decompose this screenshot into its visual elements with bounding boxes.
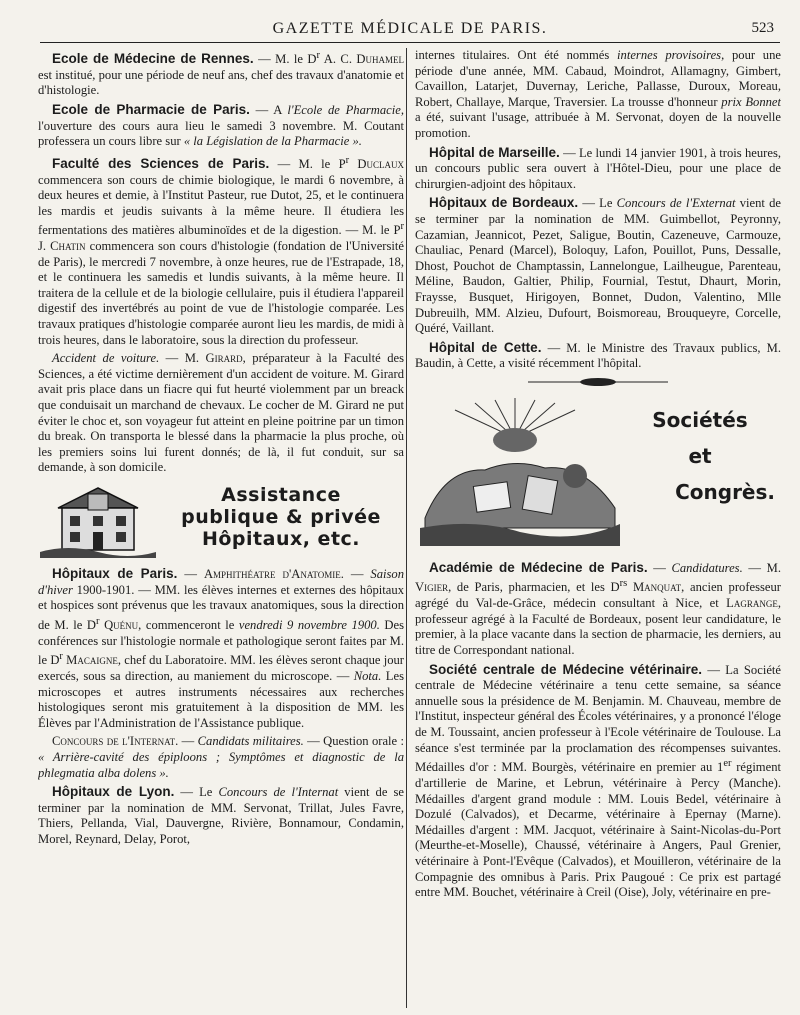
article-text: vendredi 9 novembre 1900. xyxy=(238,617,380,632)
article-text: l'Ecole de Pharmacie, xyxy=(287,102,404,117)
article-heading: Concours de l'Internat. xyxy=(52,734,179,749)
superscript: r xyxy=(400,221,404,233)
person-name: Lagrange xyxy=(726,596,778,611)
banner-line: Sociétés xyxy=(652,407,748,432)
article-text: prix Bonnet xyxy=(721,94,781,109)
page-header xyxy=(40,18,780,42)
article-text: — M. le D xyxy=(253,52,317,67)
article-heading: Hôpitaux de Bordeaux. xyxy=(429,195,579,211)
article-heading: Ecole de Médecine de Rennes. xyxy=(52,51,254,67)
article-text: Les microscopes et autres instruments nécessaires aux recherches histologiques seront mis gratuitement à la disposition de MM. les Élèves par l'Administration de l'Assistance publique. xyxy=(38,668,404,730)
person-name: Chatin xyxy=(50,239,86,254)
article-text: Candidats militaires. xyxy=(197,734,304,749)
article-text: J. xyxy=(38,239,51,254)
article-text: internes provisoires, xyxy=(617,48,725,62)
article-text: — xyxy=(343,567,371,581)
article-text: A. C. xyxy=(320,52,357,67)
article-text: Nota. xyxy=(353,668,382,683)
article-text: — M. xyxy=(742,560,781,575)
person-name: Duhamel xyxy=(356,52,404,67)
article-text: a été, suivant l'usage, attribuée à M. Servonat, doyen de la nouvelle promotion. xyxy=(415,110,781,140)
article-text: Saison d'hiver xyxy=(38,567,404,597)
column-divider xyxy=(406,48,407,1008)
article-text: commencera son cours d'histologie (fondation de l'Université de Paris), le mercredi 7 novembre, à onze heures, rue de l'Estrapade, 18, et le continuera les samedis et lundis suivants, à la même heure. Il traitera de la cellule et de la biologie cellulaire, puis il étudiera l'appareil digestif des invertébrés au point de vue de l'histologie comparée. Les travaux pratiques d'histologie comparée auront lieu les mardis, de midi à trois heures, dans le laboratoire, sous la direction du professeur. xyxy=(38,239,404,347)
article-text: l'ouverture des cours aura lieu le samedi 3 novembre. M. Coutant professera un cours libre sur xyxy=(38,118,404,149)
article-text: internes titulaires. Ont été nommés xyxy=(415,48,618,62)
left-column xyxy=(38,48,404,1010)
article-cette xyxy=(415,340,781,372)
article-heading: Ecole de Pharmacie de Paris. xyxy=(52,101,250,117)
article-text: — xyxy=(178,734,198,749)
article-text: vient de se terminer par la nomination de MM. Guimbellot, Peyronny, Cazamian, Jeannicot, Pezet, Saligue, Boutin, Cazeneuve, Carmouze, Chauliac, Penard (Marcel), Boloquy, Lafon, Pouillot, Puns, Dessalle, Dhost, Pouchot de Champtassin, Lannelongue, Lailheugue, Parenteau, Méline, Baudon, Galtier, Philip, Fournial, Testut, Dhaurt, Morin, Fraysse, Busquet, Hirigoyen, Bonnet, Dudon, Valentino, Mlle Dubreuilh, MM. Alzieu, Dufourt, Boismoreau, Brouqueyre, Corcelle, Quéré, Vaillant. xyxy=(415,196,781,336)
article-heading: Société centrale de Médecine vétérinaire. xyxy=(429,661,702,677)
article-text: Candidatures. xyxy=(671,560,743,575)
page-number: 523 xyxy=(751,20,774,36)
article-text: vient de se terminer par la nomination de MM. Servonat, Trillat, Jules Favre, Thiers, Pellanda, Vial, Dauvergne, Rivière, Bonnamour, Condamin, Morel, Reynard, Delay, Porot, xyxy=(38,785,404,846)
article-text: , chef du Laboratoire. MM. les élèves seront chaque jour exercés, sous sa direction, au maniement du microscope. — xyxy=(38,653,404,683)
article-text: , ancien professeur agrégé du Val-de-Grâce, médecin consultant à Nice, et xyxy=(415,580,781,611)
article-text: , préparateur à la Faculté des Sciences, a été victime dernièrement d'un accident de voiture. M. Girard avait pris place dans un fiacre qui fut heurté violemment par un breack que conduisait un marchand de chevaux. Le cocher de M. Girard ne put éviter le choc et, son voyageur fut atteint en pleine poitrine par un timon du break. On transporta le blessé dans la pharmacie la plus proche, où les premiers soins lui furent donnés; de là, il fut conduit, sur sa demande, à son domicile. xyxy=(38,351,404,475)
engraving-illustration-icon xyxy=(415,398,625,548)
person-name: Quénu xyxy=(99,617,139,632)
article-accident xyxy=(38,351,404,476)
article-text: pour une période d'une année, MM. Cabaud, Moindrot, Allamagny, Gimbert, Cavaillon, Latarjet, Duvernay, Leriche, Pallasse, Duroux, Moreau, Robert, Challaye, Marque, Traversier. La trousse d'honneur xyxy=(415,48,781,109)
article-text: — M. le P xyxy=(269,156,346,171)
article-heading: Académie de Médecine de Paris. xyxy=(429,559,648,575)
article-text: — Le xyxy=(578,196,617,211)
assistance-banner-title xyxy=(158,484,404,550)
article-text: — Le xyxy=(174,785,219,800)
article-text: Des conférences sur l'histologie normale et pathologique seront faites par M. le D xyxy=(38,617,404,668)
article-lyon-continued xyxy=(415,48,781,142)
societes-banner-title xyxy=(625,398,775,510)
article-text: , commenceront le xyxy=(138,617,239,632)
article-text: « la Législation de la Pharmacie ». xyxy=(183,134,362,149)
article-text: — A xyxy=(249,102,288,117)
article-text: — M. le Ministre des Travaux publics, M. Baudin, à Cette, a visité récemment l'hôpital. xyxy=(415,340,781,371)
journal-title: GAZETTE MÉDICALE DE PARIS. xyxy=(272,20,548,37)
person-name: Girard xyxy=(205,351,243,366)
article-text: Concours de l'Externat xyxy=(616,196,736,211)
article-text: « Arrière-cavité des épiploons ; Symptômes et diagnostic de la phlegmatia alba dolens ». xyxy=(38,749,404,780)
article-marseille xyxy=(415,145,781,193)
banner-line: Congrès. xyxy=(675,479,775,504)
article-text: — Question orale : xyxy=(303,734,404,749)
article-sciences xyxy=(38,153,404,349)
article-text: , professeur agrégé à la Faculté de Bordeaux, posent leur candidature, le premier, à la place vacante dans la section de pharmacie, les derniers, au titre de Correspondant national. xyxy=(415,596,781,658)
article-heading: Hôpital de Marseille. xyxy=(429,144,560,160)
superscript: r xyxy=(59,651,63,663)
header-rule xyxy=(40,42,780,43)
article-text: commencera son cours de chimie biologique, le mardi 6 novembre, à deux heures et demie, à l'Institut Pasteur, rue Dutot, 25, et le continuera les mardis et jeudis suivants à la même heure. Il étudiera les fermentations des matières albuminoïdes et de la digestion. — M. le P xyxy=(38,172,404,238)
article-heading: Hôpitaux de Paris. xyxy=(52,566,178,581)
assistance-banner xyxy=(38,480,404,562)
article-text: régiment d'artillerie de Marine, et Lebrun, vétérinaire à Percy (Manche). Médailles d'argent grand module : MM. Louis Bedel, vétérinaire à Dozulé (Calvados), et Decarme, vétérinaire à Epernay (Marne). Médailles d'argent : MM. Jacquot, vétérinaire à Saint-Nicolas-du-Port (Meurthe-et-Moselle), Chaussé, vétérinaire à Angers, Paul Grenier, vétérinaire à Pont-l'Evêque (Calvados), et Mouilleron, vétérinaire de la Compagnie des omnibus à Paris. Prix Paugoué : Ce prix est partagé entre MM. Bouchet, vétérinaire à Creil (Oise), Joly, vétérinaire en pre- xyxy=(415,760,781,900)
right-column xyxy=(415,48,781,1010)
superscript: rs xyxy=(619,578,628,590)
article-text: — M. xyxy=(159,351,206,366)
article-academie xyxy=(415,560,781,659)
superscript: r xyxy=(316,50,321,61)
superscript: r xyxy=(345,154,350,166)
ornament-divider xyxy=(415,376,781,392)
article-bordeaux xyxy=(415,195,781,336)
article-text: Concours de l'Internat xyxy=(218,785,339,800)
article-heading: Hôpital de Cette. xyxy=(429,339,542,355)
banner-line: et xyxy=(688,443,712,468)
article-hopitaux-paris xyxy=(38,566,404,731)
hospital-building-icon xyxy=(38,480,158,560)
societes-banner xyxy=(415,398,781,558)
person-name: Macaigne xyxy=(62,653,118,668)
article-heading: Accident de voiture. xyxy=(52,351,160,366)
article-rennes xyxy=(38,48,404,99)
article-text: — Le lundi 14 janvier 1901, à trois heures, un concours public sera ouvert à l'Hôtel-Dieu, pour une place de chirurgien-adjoint des hôpitaux. xyxy=(415,145,781,191)
article-lyon xyxy=(38,784,404,847)
article-text: Amphithéatre d'Anatomie. xyxy=(203,567,344,581)
banner-line: publique & privée xyxy=(181,506,381,528)
article-text: est institué, pour une période de neuf ans, chef des travaux d'anatomie et d'histologie. xyxy=(38,67,404,98)
person-name: Duclaux xyxy=(349,156,404,171)
superscript: er xyxy=(723,758,732,770)
article-text: 1900-1901. — MM. les élèves internes et externes des hôpitaux et hospices sont prévenus que les travaux anatomiques, sous la direction de M. le D xyxy=(38,582,404,632)
article-text: — xyxy=(177,567,204,581)
article-veterinaire xyxy=(415,662,781,901)
article-heading: Faculté des Sciences de Paris. xyxy=(52,155,270,171)
banner-line: Assistance xyxy=(221,484,341,506)
banner-line: Hôpitaux, etc. xyxy=(201,528,361,550)
article-pharmacie xyxy=(38,102,404,150)
person-name: Vigier xyxy=(415,580,449,595)
superscript: r xyxy=(96,615,100,627)
article-text: — xyxy=(647,560,672,575)
article-heading: Hôpitaux de Lyon. xyxy=(52,784,175,800)
article-text: — La Société centrale de Médecine vétérinaire a tenu cette semaine, sa séance annuelle sous la présidence de M. Benjamin. M. Chauveau, membre de l'Institut, inspecteur général des Écoles vétérinaires, y a prononcé l'éloge de M. Toussaint, ancien professeur à l'Ecole vétérinaire de Toulouse. La séance s'est terminée par la proclamation des récompenses suivantes. Médailles d'or : MM. Bourgès, vétérinaire en premier au 1 xyxy=(415,662,781,775)
person-name: Manquat xyxy=(627,580,682,595)
article-internat xyxy=(38,734,404,781)
flourish-icon xyxy=(528,376,668,388)
article-text: , de Paris, pharmacien, et les D xyxy=(448,580,620,595)
